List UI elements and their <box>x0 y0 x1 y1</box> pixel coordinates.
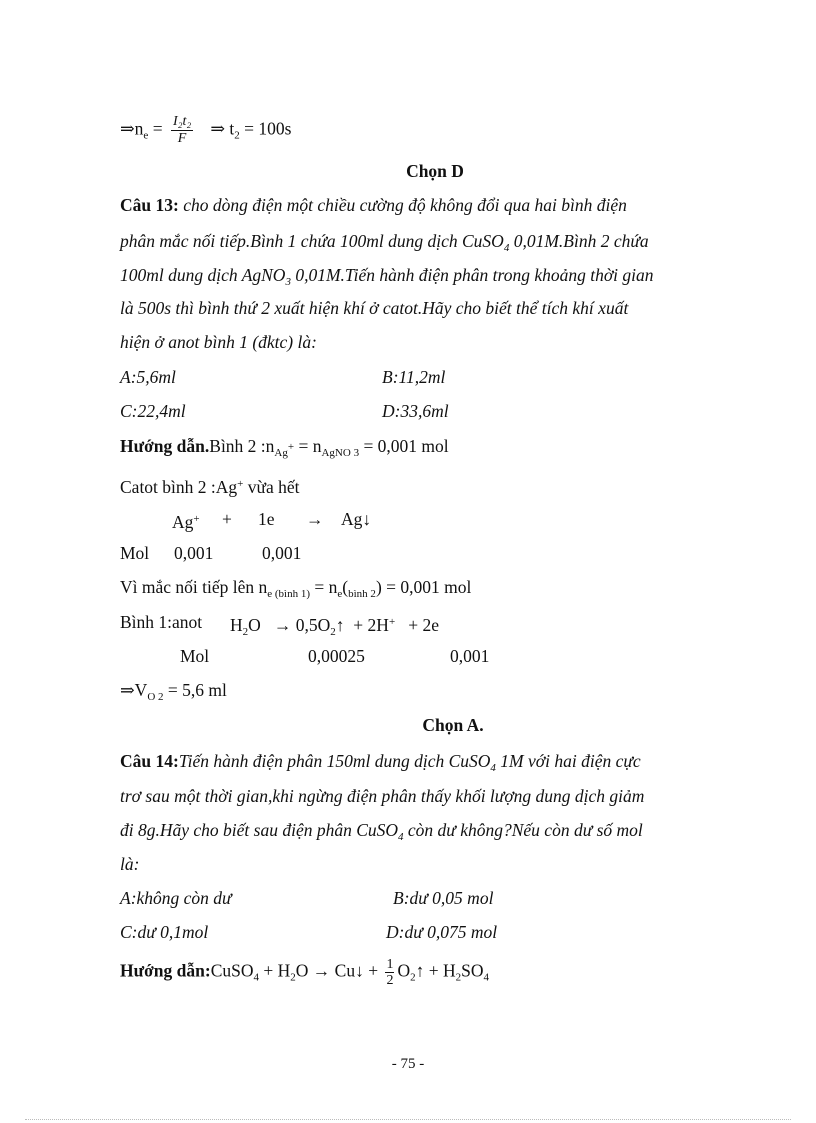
question-13-line-1: Câu 13: cho dòng điện một chiều cường độ không đổi qua hai bình điện <box>120 195 627 215</box>
reaction-ag: Ag+ <box>172 512 200 532</box>
anode-label: Bình 1:anot <box>120 612 203 632</box>
fraction-half: $\frac{1}{2}$ <box>386 957 394 988</box>
option-c: C:22,4ml <box>120 401 186 421</box>
fraction: $\frac{\text{I₂t₂}}{F}$ <box>172 114 192 146</box>
answer-choose-a: Chọn A. <box>422 715 484 735</box>
reaction-1e: 1e <box>258 509 275 529</box>
page-number: - 75 - <box>391 1056 425 1072</box>
option-b-14: B:dư 0,05 mol <box>393 888 494 908</box>
option-c-14: C:dư 0,1mol <box>120 922 209 942</box>
mol-value-2: 0,001 <box>262 543 302 563</box>
option-d-14: D:dư 0,075 mol <box>386 922 498 942</box>
question-13-line-5: hiện ở anot bình 1 (đktc) là: <box>120 332 317 352</box>
mol2-label: Mol <box>180 646 210 666</box>
reaction-ag-product: Ag↓ <box>341 509 372 529</box>
option-a: A:5,6ml <box>120 367 176 387</box>
reaction-plus: + <box>222 509 232 529</box>
question-13-line-4: là 500s thì bình thứ 2 xuất hiện khí ở catot.Hãy cho biết thể tích khí xuất <box>120 298 629 318</box>
guide-13-line-1: Hướng dẫn.Bình 2 $:n_{Ag^+} = n_{AgNO 3} = 0,001$ mol <box>120 436 449 459</box>
option-a-14: A:không còn dư <box>120 888 232 908</box>
footer-divider <box>25 1119 791 1120</box>
mol-label: Mol <box>120 543 150 563</box>
guide-14-equation: Hướng dẫn:CuSO$_4$ + $H_2O$ → Cu↓ + $\frac{1}{2}$ $O_2↑ + H_2SO_4$ <box>120 957 489 988</box>
option-b: B:11,2ml <box>382 367 446 387</box>
mol-value-1: 0,001 <box>174 543 214 563</box>
reaction-arrow: → <box>306 509 324 529</box>
question-14-line-2: trơ sau một thời gian,khi ngừng điện phân thấy khối lượng dung dịch giảm <box>120 786 645 806</box>
answer-choose-d: Chọn D <box>406 161 464 181</box>
question-13-line-2: phân mắc nối tiếp.Bình 1 chứa 100ml dung dịch CuSO$_4$ 0,01M.Bình 2 chứa <box>120 231 649 254</box>
guide-13-line-2: Catot bình 2 :Ag+ vừa hết <box>120 477 300 497</box>
question-14-line-3: đi 8g.Hãy cho biết sau điện phân CuSO$_4$ còn dư không?Nếu còn dư số mol <box>120 820 643 843</box>
equation-ne: $\Rightarrow n_e$ = $\frac{\text{I₂t₂}}{F}$ ⇒ $t_2 = 100s$ <box>120 114 292 146</box>
question-13-line-3: 100ml dung dịch AgNO$_3$ 0,01M.Tiến hành điện phân trong khoảng thời gian <box>120 265 654 288</box>
guide-13-line-4: Vì mắc nối tiếp lên $n_{e (bình 1)} = n_e(_{bình 2}) = 0,001$ mol <box>120 577 472 600</box>
question-14-line-4: là: <box>120 854 140 874</box>
result-volume: $\Rightarrow V_{O 2} = 5,6$ ml <box>120 680 227 703</box>
option-d: D:33,6ml <box>382 401 449 421</box>
mol2-value-1: 0,00025 <box>308 646 365 666</box>
mol2-value-2: 0,001 <box>450 646 490 666</box>
anode-reaction: $H_2O$ → $0,5O_2↑ + 2H^+$ + 2e <box>230 615 440 638</box>
question-14-line-1: Câu 14:Tiến hành điện phân 150ml dung dịch CuSO$_4$ 1M với hai điện cực <box>120 751 641 774</box>
